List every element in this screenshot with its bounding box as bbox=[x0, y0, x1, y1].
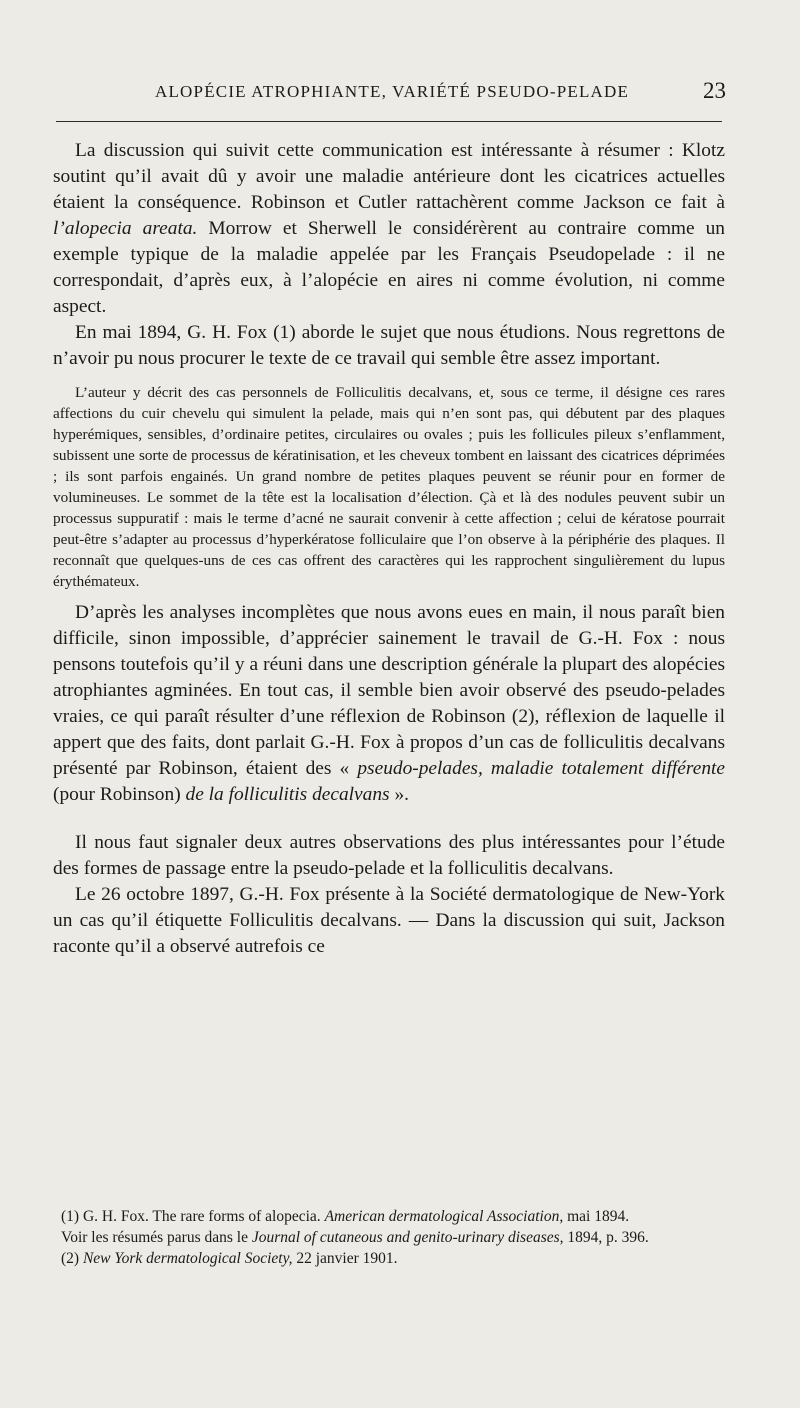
italic-text: Journal of cutaneous and genito-urinary diseases, bbox=[251, 1229, 564, 1246]
header-rule bbox=[56, 121, 722, 122]
italic-text: American dermatological Association, bbox=[324, 1208, 564, 1225]
paragraph-text: La discussion qui suivit cette communication est intéressante à résumer : Klotz soutint qu’il avait dû y avoir une maladie antérieure dont les cicatrices actuelles étaient la conséquence. Robinson et Cutler rattachèrent comme Jackson ce fait à bbox=[53, 140, 725, 213]
body-text bbox=[53, 138, 725, 960]
italic-text: New York dermatological Society, bbox=[82, 1250, 293, 1267]
paragraph-fox-1894: En mai 1894, G. H. Fox (1) aborde le sujet que nous étudions. Nous regrettons de n’avoir pu nous procurer le texte de ce travail qui semble être assez important. bbox=[53, 322, 725, 369]
paragraph-quote-small: L’auteur y décrit des cas personnels de Folliculitis decalvans, et, sous ce terme, il désigne ces rares affections du cuir chevelu qui simulent la pelade, mais qui n’en sont pas, qui débutent par des plaques hyperémiques, sensibles, d’ordinaire petites, circulaires ou ovales ; puis les follicules pileux s’enflamment, subissent une sorte de processus de kératinisation, et les cheveux tombent en laissant des cicatrices déprimées ; ils sont parfois engainés. Un grand nombre de petites plaques peuvent se réunir pour en former de volumineuses. Le sommet de la tête est la localisation d’élection. Çà et là des nodules peuvent subir un processus suppuratif : mais le terme d’acné ne saurait convenir à cette affection ; celui de kératose pourrait peut-être s’adapter au processus d’hyperkératose folliculaire que l’on observe à la périphérie des plaques. Il reconnaît que quelques-uns de ces cas offrent des caractères qui les rapprochent singulièrement du lupus érythémateux. bbox=[53, 384, 725, 590]
footnote-text: 1894, p. 396. bbox=[563, 1229, 649, 1246]
footnote-1-continued bbox=[53, 1227, 725, 1248]
paragraph-discussion bbox=[53, 138, 725, 320]
italic-text: de la folliculitis decalvans bbox=[185, 784, 390, 805]
page-header bbox=[0, 78, 800, 114]
paragraph-text: D’après les analyses incomplètes que nous avons eues en main, il nous paraît bien difficile, sinon impossible, d’apprécier sainement le travail de G.-H. Fox : nous pensons toutefois qu’il y a réuni dans une description générale la plupart des alopécies atrophiantes agminées. En tout cas, il semble bien avoir observé des pseudo-pelades vraies, ce qui paraît résulter d’une réflexion de Robinson (2), réflexion de laquelle il appert que des faits, dont parlait G.-H. Fox à propos d’un cas de folliculitis decalvans présenté par Robinson, étaient des « bbox=[53, 602, 725, 779]
footnote-text: Voir les résumés parus dans le bbox=[61, 1229, 252, 1246]
page-number: 23 bbox=[703, 78, 726, 103]
footnote-text: 22 janvier 1901. bbox=[292, 1250, 398, 1267]
italic-text: pseudo-pelades, maladie totalement différente bbox=[357, 758, 726, 779]
paragraph-1897: Le 26 octobre 1897, G.-H. Fox présente à la Société dermatologique de New-York un cas qu’il étiquette Folliculitis decalvans. — Dans la discussion qui suit, Jackson raconte qu’il a observé autrefois ce bbox=[53, 884, 725, 957]
paragraph-text: ». bbox=[389, 784, 409, 805]
footnote-2 bbox=[53, 1248, 725, 1269]
paragraph-text: Morrow et Sherwell le considérèrent au contraire comme un exemple typique de la maladie appelée par les Français Pseudopelade : il ne correspondait, d’après eux, à l’alopécie en aires ni comme évolution, ni comme aspect. bbox=[53, 218, 725, 317]
footnote-1 bbox=[53, 1206, 725, 1227]
footnote-text: (1) G. H. Fox. The rare forms of alopecia. bbox=[61, 1208, 325, 1225]
footnote-text: mai 1894. bbox=[563, 1208, 630, 1225]
italic-text: l’alopecia areata. bbox=[53, 218, 198, 239]
paragraph-observations: Il nous faut signaler deux autres observations des plus intéressantes pour l’étude des formes de passage entre la pseudo-pelade et la folliculitis decalvans. bbox=[53, 832, 725, 879]
running-title: ALOPÉCIE ATROPHIANTE, VARIÉTÉ PSEUDO-PELADE bbox=[155, 82, 630, 101]
footnote-text: (2) bbox=[61, 1250, 83, 1267]
footnotes bbox=[53, 1206, 725, 1269]
paragraph-text: (pour Robinson) bbox=[53, 784, 186, 805]
paragraph-analyses bbox=[53, 600, 725, 808]
